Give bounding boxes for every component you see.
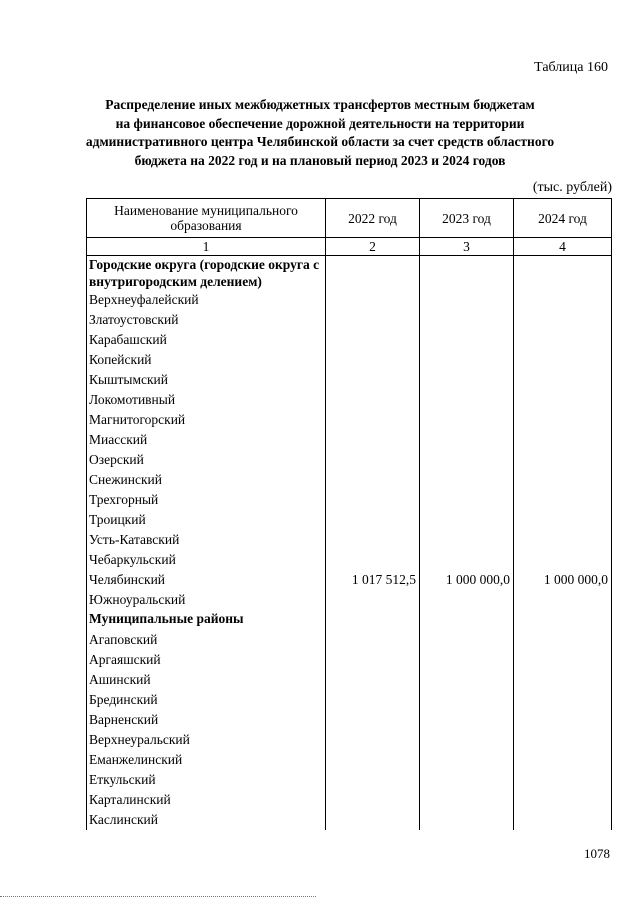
value-2024-cell bbox=[514, 450, 612, 470]
value-2023-cell bbox=[420, 650, 514, 670]
value-2023-cell bbox=[420, 450, 514, 470]
units-label: (тыс. рублей) bbox=[532, 180, 612, 195]
table-group-row bbox=[87, 256, 612, 291]
municipality-name-cell: Чебаркульский bbox=[87, 550, 326, 570]
municipality-name-cell: Еткульский bbox=[87, 770, 326, 790]
footer-divider bbox=[0, 896, 316, 897]
value-2022-cell bbox=[326, 330, 420, 350]
table-row bbox=[87, 570, 612, 590]
value-2022-cell bbox=[326, 450, 420, 470]
value-2024-cell bbox=[514, 256, 612, 291]
table-group-row bbox=[87, 610, 612, 630]
table-row bbox=[87, 770, 612, 790]
table-row bbox=[87, 490, 612, 510]
table-row bbox=[87, 410, 612, 430]
table-row bbox=[87, 510, 612, 530]
value-2023-cell bbox=[420, 590, 514, 610]
value-2024-cell bbox=[514, 710, 612, 730]
value-2024-cell bbox=[514, 370, 612, 390]
value-2022-cell bbox=[326, 550, 420, 570]
value-2023-cell bbox=[420, 330, 514, 350]
table-row bbox=[87, 690, 612, 710]
municipality-name-cell: Копейский bbox=[87, 350, 326, 370]
value-2023-cell bbox=[420, 810, 514, 830]
municipality-name-cell: Варненский bbox=[87, 710, 326, 730]
value-2023-cell bbox=[420, 770, 514, 790]
value-2024-cell bbox=[514, 330, 612, 350]
value-2022-cell bbox=[326, 510, 420, 530]
table-row bbox=[87, 470, 612, 490]
value-2022-cell bbox=[326, 690, 420, 710]
header-2024: 2024 год bbox=[514, 199, 612, 238]
value-2024-cell bbox=[514, 690, 612, 710]
title-line: Распределение иных межбюджетных трансфертов местным бюджетам bbox=[105, 97, 535, 112]
header-2023: 2023 год bbox=[420, 199, 514, 238]
municipality-name-cell: Златоустовский bbox=[87, 310, 326, 330]
value-2023-cell bbox=[420, 790, 514, 810]
value-2023-cell bbox=[420, 470, 514, 490]
value-2023-cell bbox=[420, 350, 514, 370]
value-2024-cell bbox=[514, 350, 612, 370]
value-2024-cell bbox=[514, 610, 612, 630]
municipality-name-cell: Агаповский bbox=[87, 630, 326, 650]
value-2022-cell: 1 017 512,5 bbox=[326, 570, 420, 590]
table-row bbox=[87, 450, 612, 470]
table-row bbox=[87, 630, 612, 650]
value-2023-cell bbox=[420, 430, 514, 450]
value-2024-cell bbox=[514, 750, 612, 770]
table-row bbox=[87, 590, 612, 610]
value-2024-cell bbox=[514, 510, 612, 530]
value-2023-cell bbox=[420, 390, 514, 410]
value-2022-cell bbox=[326, 610, 420, 630]
value-2023-cell bbox=[420, 690, 514, 710]
municipality-name-cell: Брединский bbox=[87, 690, 326, 710]
table-row bbox=[87, 670, 612, 690]
municipality-name-cell: Усть-Катавский bbox=[87, 530, 326, 550]
municipality-name-cell: Карабашский bbox=[87, 330, 326, 350]
value-2022-cell bbox=[326, 790, 420, 810]
table-row bbox=[87, 790, 612, 810]
municipality-name-cell: Трехгорный bbox=[87, 490, 326, 510]
value-2023-cell bbox=[420, 630, 514, 650]
value-2022-cell bbox=[326, 290, 420, 310]
value-2024-cell bbox=[514, 790, 612, 810]
value-2022-cell bbox=[326, 710, 420, 730]
table-row bbox=[87, 310, 612, 330]
page-number: 1078 bbox=[584, 846, 610, 861]
value-2022-cell bbox=[326, 370, 420, 390]
value-2023-cell bbox=[420, 750, 514, 770]
value-2023-cell bbox=[420, 610, 514, 630]
value-2022-cell bbox=[326, 490, 420, 510]
table-row bbox=[87, 810, 612, 830]
value-2024-cell bbox=[514, 630, 612, 650]
title-line: бюджета на 2022 год и на плановый период 2023 и 2024 годов bbox=[134, 152, 506, 168]
table-row bbox=[87, 730, 612, 750]
table-row bbox=[87, 750, 612, 770]
value-2022-cell bbox=[326, 730, 420, 750]
table-header bbox=[87, 199, 612, 256]
budget-table bbox=[86, 198, 612, 830]
municipality-name-cell: Троицкий bbox=[87, 510, 326, 530]
value-2024-cell bbox=[514, 650, 612, 670]
table-row bbox=[87, 550, 612, 570]
column-number: 3 bbox=[420, 238, 514, 256]
value-2022-cell bbox=[326, 350, 420, 370]
column-number-row bbox=[87, 238, 612, 256]
value-2024-cell bbox=[514, 730, 612, 750]
value-2024-cell bbox=[514, 390, 612, 410]
value-2024-cell bbox=[514, 410, 612, 430]
table-row bbox=[87, 290, 612, 310]
value-2023-cell bbox=[420, 410, 514, 430]
municipality-name-cell: Южноуральский bbox=[87, 590, 326, 610]
header-municipality: Наименование муниципального образования bbox=[87, 199, 326, 238]
municipality-name-cell: Карталинский bbox=[87, 790, 326, 810]
value-2022-cell bbox=[326, 650, 420, 670]
municipality-name-cell: Локомотивный bbox=[87, 390, 326, 410]
value-2024-cell bbox=[514, 670, 612, 690]
value-2024-cell bbox=[514, 470, 612, 490]
value-2024-cell bbox=[514, 590, 612, 610]
title-line: административного центра Челябинской области за счет средств областного bbox=[85, 134, 555, 149]
value-2023-cell bbox=[420, 730, 514, 750]
table-row bbox=[87, 390, 612, 410]
table-row bbox=[87, 650, 612, 670]
table-row bbox=[87, 710, 612, 730]
municipality-name-cell: Аргаяшский bbox=[87, 650, 326, 670]
table-body bbox=[87, 256, 612, 831]
value-2023-cell bbox=[420, 370, 514, 390]
municipality-name-cell: Челябинский bbox=[87, 570, 326, 590]
municipality-name-cell: Муниципальные районы bbox=[87, 610, 326, 630]
value-2022-cell bbox=[326, 670, 420, 690]
value-2022-cell bbox=[326, 410, 420, 430]
table-row bbox=[87, 530, 612, 550]
value-2022-cell bbox=[326, 630, 420, 650]
municipality-name-cell: Городские округа (городские округа с внутригородским делением) bbox=[87, 256, 326, 291]
table-row bbox=[87, 330, 612, 350]
value-2022-cell bbox=[326, 810, 420, 830]
document-title bbox=[80, 96, 560, 170]
municipality-name-cell: Еманжелинский bbox=[87, 750, 326, 770]
header-row bbox=[87, 199, 612, 238]
value-2023-cell bbox=[420, 510, 514, 530]
value-2023-cell bbox=[420, 670, 514, 690]
title-line: на финансовое обеспечение дорожной деятельности на территории bbox=[115, 115, 525, 131]
value-2024-cell bbox=[514, 550, 612, 570]
municipality-name-cell: Кыштымский bbox=[87, 370, 326, 390]
value-2023-cell bbox=[420, 310, 514, 330]
value-2023-cell bbox=[420, 550, 514, 570]
value-2023-cell bbox=[420, 710, 514, 730]
value-2024-cell bbox=[514, 770, 612, 790]
value-2023-cell bbox=[420, 256, 514, 291]
value-2022-cell bbox=[326, 256, 420, 291]
value-2022-cell bbox=[326, 770, 420, 790]
value-2022-cell bbox=[326, 750, 420, 770]
municipality-name-cell: Верхнеуфалейский bbox=[87, 290, 326, 310]
municipality-name-cell: Миасский bbox=[87, 430, 326, 450]
table-row bbox=[87, 430, 612, 450]
value-2022-cell bbox=[326, 590, 420, 610]
value-2023-cell bbox=[420, 530, 514, 550]
value-2022-cell bbox=[326, 430, 420, 450]
value-2024-cell bbox=[514, 290, 612, 310]
municipality-name-cell: Верхнеуральский bbox=[87, 730, 326, 750]
value-2022-cell bbox=[326, 310, 420, 330]
value-2022-cell bbox=[326, 530, 420, 550]
municipality-name-cell: Ашинский bbox=[87, 670, 326, 690]
column-number: 1 bbox=[87, 238, 326, 256]
table-row bbox=[87, 350, 612, 370]
value-2024-cell: 1 000 000,0 bbox=[514, 570, 612, 590]
value-2024-cell bbox=[514, 310, 612, 330]
value-2023-cell bbox=[420, 490, 514, 510]
table-number-label: Таблица 160 bbox=[534, 60, 608, 75]
value-2024-cell bbox=[514, 810, 612, 830]
value-2022-cell bbox=[326, 390, 420, 410]
table-row bbox=[87, 370, 612, 390]
value-2024-cell bbox=[514, 430, 612, 450]
column-number: 4 bbox=[514, 238, 612, 256]
municipality-name-cell: Магнитогорский bbox=[87, 410, 326, 430]
municipality-name-cell: Снежинский bbox=[87, 470, 326, 490]
municipality-name-cell: Озерский bbox=[87, 450, 326, 470]
column-number: 2 bbox=[326, 238, 420, 256]
value-2023-cell: 1 000 000,0 bbox=[420, 570, 514, 590]
value-2023-cell bbox=[420, 290, 514, 310]
value-2024-cell bbox=[514, 490, 612, 510]
value-2022-cell bbox=[326, 470, 420, 490]
value-2024-cell bbox=[514, 530, 612, 550]
municipality-name-cell: Каслинский bbox=[87, 810, 326, 830]
header-2022: 2022 год bbox=[326, 199, 420, 238]
